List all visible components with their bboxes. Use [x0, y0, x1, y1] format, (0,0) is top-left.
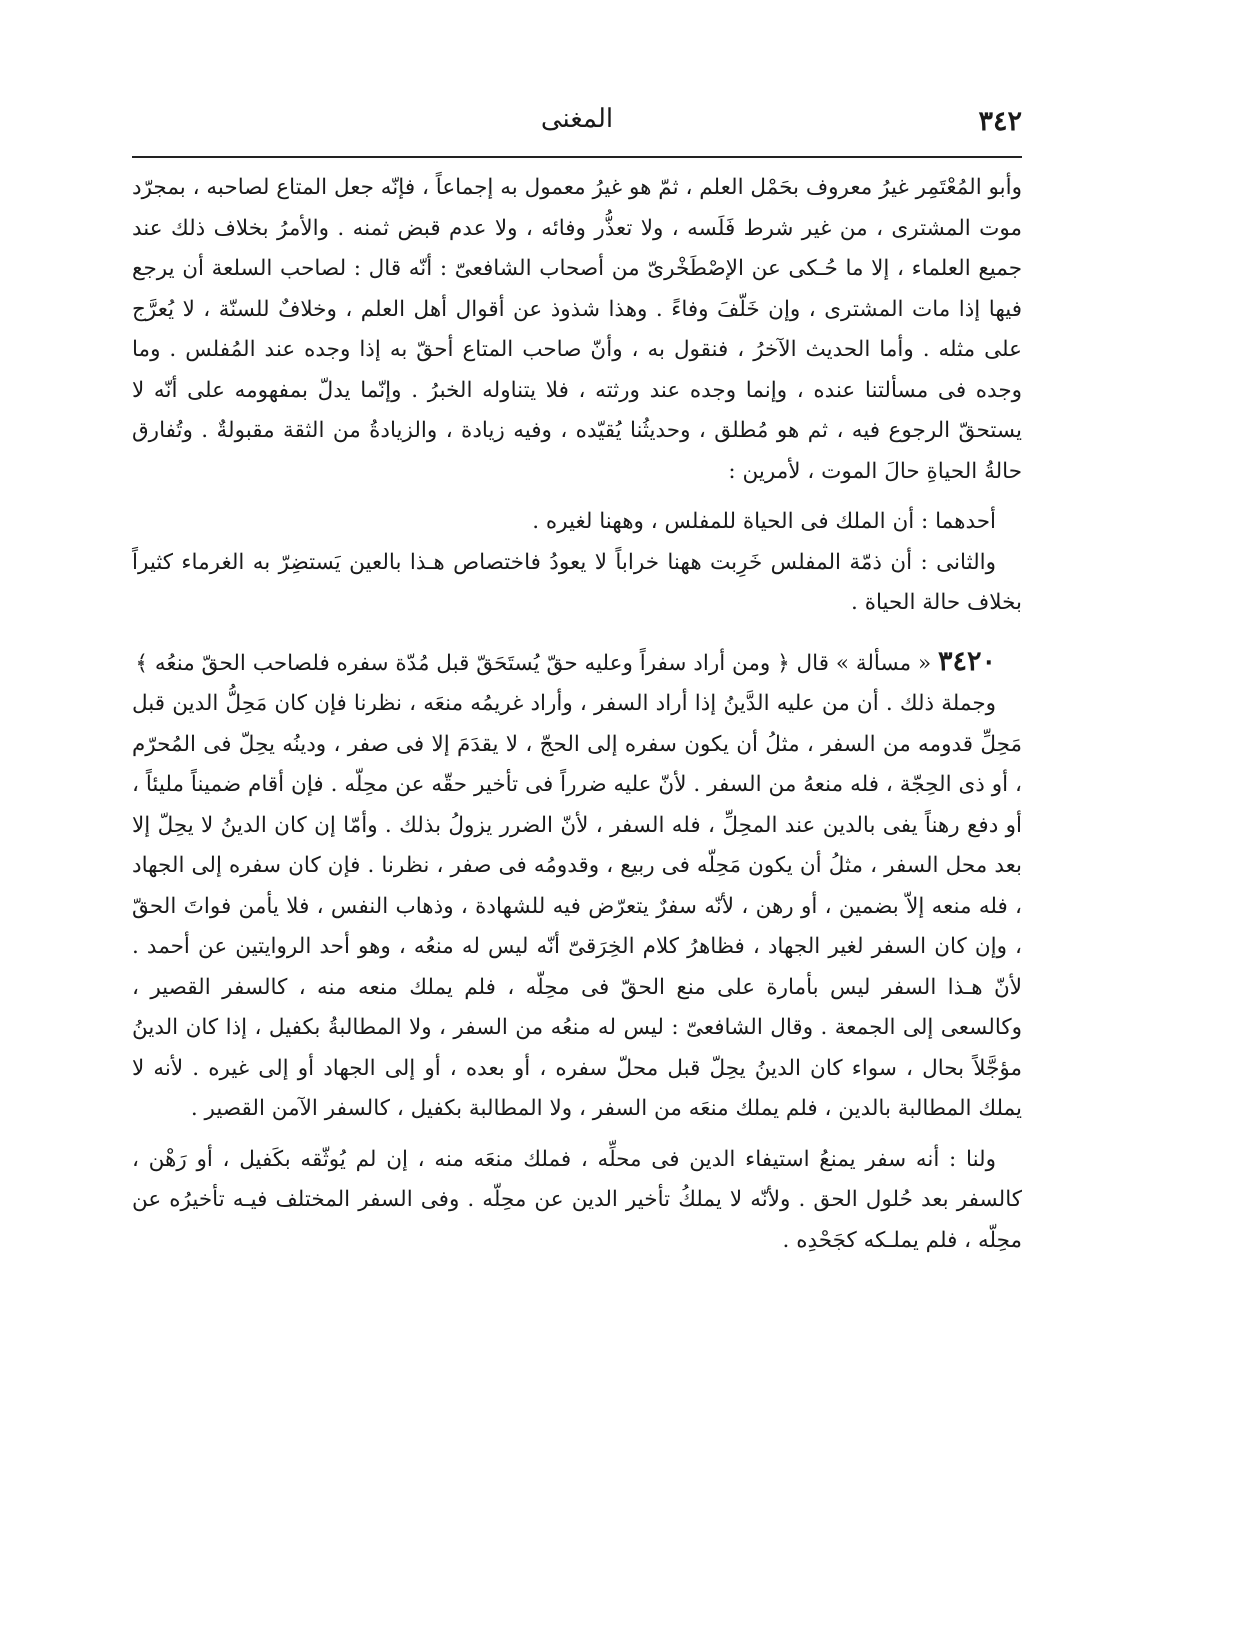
- page-header: [132, 100, 1022, 140]
- page-number: ٣٤٢: [978, 106, 1022, 137]
- paragraph: والثانى : أن ذمّة المفلس خَرِبت ههنا خراباً لا يعودُ فاختصاص هـذا بالعين يَستضِرّ به الغرماء كثيراً بخلاف حالة الحياة .: [132, 549, 1022, 615]
- paragraph: وأبو المُعْتَمِر غيرُ معروف بحَمْل العلم ، ثمّ هو غيرُ معمول به إجماعاً ، فإنّه جعل المتاع لصاحبه ، بمجرّد موت المشترى ، من غير شرط فَلَسه ، ولا تعذُّر وفائه ، ولا عدم قبض ثمنه . والأمرُ بخلاف ذلك عند جميع العلماء ، إلا ما حُـكى عن الإصْطَخْرىّ من أصحاب الشافعىّ : أنّه قال : لصاحب السلعة أن يرجع فيها إذا مات المشترى ، وإن خَلّفَ وفاءً . وهذا شذوذ عن أقوال أهل العلم ، وخلافٌ للسنّة ، لا يُعرَّج على مثله . وأما الحديث الآخرُ ، فنقول به ، وأنّ صاحب المتاع أحقّ به إذا وجده عند المُفلس . وما وجده فى مسألتنا عنده ، وإنما وجده عند ورثته ، فلا يتناوله الخبرُ . وإنّما يدلّ بمفهومه على أنّه لا يستحقّ الرجوع فيه ، ثم هو مُطلق ، وحديثُنا يُقيّده ، وفيه زيادة ، والزيادةُ من الثقة مقبولةٌ . وتُفارق حالةُ الحياةِ حالَ الموت ، لأمرين :: [132, 175, 1022, 484]
- header-rule: [132, 156, 1022, 158]
- running-title: المغنى: [540, 104, 614, 134]
- issue-heading: [132, 642, 1022, 685]
- page-body: [132, 168, 1022, 1261]
- paragraph: ولنا : أنه سفر يمنعُ استيفاء الدين فى محلِّه ، فملك منعَه منه ، إن لم يُوثّقه بكَفيل ، أو رَهْن ، كالسفر بعد حُلول الحق . ولأنّه لا يملكُ تأخير الدين عن محِلّه . وفى السفر المختلف فيـه تأخيرُه عن محِلّه ، فلم يملـكه كجَحْدِه .: [132, 1146, 1022, 1253]
- issue-text: « مسألة » قال ﴿ ومن أراد سفراً وعليه حقّ يُستَحَقّ قبل مُدّة سفره فلصاحب الحقّ منعُه ﴾: [135, 650, 932, 676]
- paragraph: وجملة ذلك . أن من عليه الدَّينُ إذا أراد السفر ، وأراد غريمُه منعَه ، نظرنا فإن كان مَحِلُّ الدين قبل مَحِلِّ قدومه من السفر ، مثلُ أن يكون سفره إلى الحجّ ، لا يقدَمَ إلا فى صفر ، ودينُه يحِلّ فى المُحرّم ، أو ذى الحِجّة ، فله منعهُ من السفر . لأنّ عليه ضرراً فى تأخير حقّه عن محِلّه . فإن أقام ضميناً مليئاً ، أو دفع رهناً يفى بالدين عند المحِلِّ ، فله السفر ، لأنّ الضرر يزولُ بذلك . وأمّا إن كان الدينُ لا يحِلّ إلا بعد محل السفر ، مثلُ أن يكون مَحِلّه فى ربيع ، وقدومُه فى صفر ، نظرنا . فإن كان سفره إلى الجهاد ، فله منعه إلاّ بضمين ، أو رهن ، لأنّه سفرٌ يتعرّض فيه للشهادة ، وذهاب النفس ، فلا يأمن فواتَ الحقّ ، وإن كان السفر لغير الجهاد ، فظاهرُ كلام الخِرَقىّ أنّه ليس له منعُه ، وهو أحد الروايتين عن أحمد . لأنّ هـذا السفر ليس بأمارة على منع الحقّ فى محِلّه ، فلم يملك منعه منه ، كالسفر القصير ، وكالسعى إلى الجمعة . وقال الشافعىّ : ليس له منعُه من السفر ، ولا المطالبةُ بكفيل ، إذا كان الدينُ مؤجَّلاً بحال ، سواء كان الدينُ يحِلّ قبل محلّ سفره ، أو بعده ، أو إلى الجهاد أو إلى غيره . لأنه لا يملك المطالبة بالدين ، فلم يملك منعَه من السفر ، ولا المطالبة بكفيل ، كالسفر الآمن القصير .: [132, 691, 1022, 1121]
- issue-number: ٣٤٢٠: [937, 645, 996, 677]
- paragraph: أحدهما : أن الملك فى الحياة للمفلس ، وههنا لغيره .: [532, 509, 996, 534]
